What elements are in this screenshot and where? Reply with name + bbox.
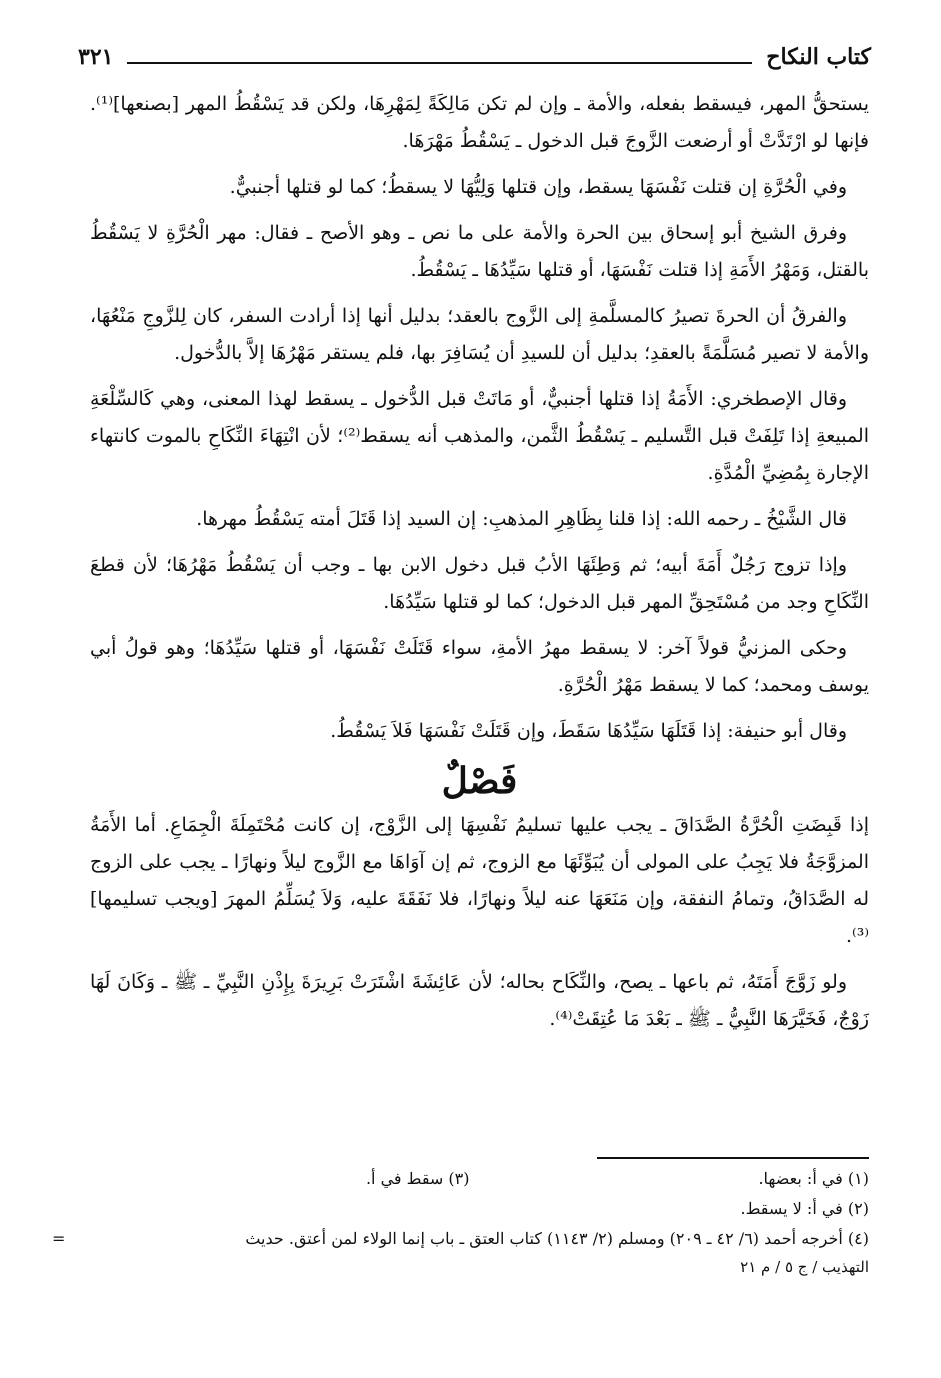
paragraph: وفرق الشيخ أبو إسحاق بين الحرة والأمة على ما نص ـ وهو الأصح ـ فقال: مهر الْحُرَّةِ لا يَسْقُطُ بالقتل، وَمَهْرُ الأَمَةِ إذا قتلت نَفْسَهَا، أو قتلها سَيِّدُهَا ـ يَسْقُطُ. (90, 222, 869, 281)
footnotes (52, 1164, 869, 1280)
page-number: ٣٢١ (78, 44, 114, 70)
footnote-row (70, 1164, 869, 1194)
footnote-1: (١) في أ: بعضها. (758, 1169, 869, 1188)
footnote-4-line (52, 1224, 869, 1254)
footnote-3: (٣) سقط في أ. (365, 1169, 470, 1188)
footnote-separator (597, 1157, 869, 1159)
paragraph: وقال أبو حنيفة: إذا قَتَلَهَا سَيِّدُهَا سَقَطَ، وإن قَتَلَتْ نَفْسَهَا فَلاَ يَسْقُطُ. (330, 720, 847, 742)
section-title: فَصْلٌ (441, 760, 518, 802)
paragraph: يستحقُّ المهر، فيسقط بفعله، والأمة ـ وإن لم تكن مَالِكَةً لِمَهْرِهَا، ولكن قد يَسْقُطُ المهر [بصنعها]⁽¹⁾. فإنها لو ارْتَدَّتْ أو أرضعت الزَّوجَ قبل الدخول ـ يَسْقُطُ مَهْرَهَا. (90, 93, 869, 152)
footnote-2: (٢) في أ: لا يسقط. (740, 1199, 869, 1218)
paragraph: وقال الإصطخري: الأَمَةُ إذا قتلها أجنبيٌّ، أو مَاتَتْ قبل الدُّخول ـ يسقط لهذا المعنى، وهي كَالسِّلْعَةِ المبيعةِ إذا تَلِفَتْ قبل التَّسليم ـ يَسْقُطُ الثَّمن، والمذهب أنه يسقط⁽²⁾؛ لأن انْتِهَاءَ النِّكَاحِ بالموت كانتهاء الإجارة بِمُضِيِّ الْمُدَّةِ. (90, 388, 869, 484)
paragraph: إذا قَبِضَتِ الْحُرَّةُ الصَّدَاقَ ـ يجب عليها تسليمُ نَفْسِهَا إلى الزَّوْج، إن كانت مُحْتَمِلَةَ الْجِمَاعِ. أما الأَمَةُ المزوَّجَةُ فلا يَجِبُ على المولى أن يُبَوِّئَهَا مع الزوج، ثم إن آوَاهَا مع الزَّوج ليلاً ونهارًا ـ يجب على الزوج له الصَّدَاقُ، وتمامُ النفقة، وإن مَنَعَهَا عنه ليلاً ونهارًا، فلا نَفَقَةَ عليه، وَلاَ يُسَلِّمُ المهرَ [ويجب تسليمها]⁽³⁾. (90, 814, 869, 947)
main-text (90, 86, 869, 1047)
paragraph: والفرقُ أن الحرةَ تصيرُ كالمسلَّمةِ إلى الزَّوج بالعقد؛ بدليل أنها إذا أرادت السفر، كان لِلزَّوجِ مَنْعُهَا، والأمة لا تصير مُسَلَّمَةً بالعقدِ؛ بدليل أن للسيدِ أن يُسَافِرَ بها، فلم يستقر مَهْرُهَا إلاَّ بالدُّخول. (90, 305, 869, 364)
paragraph: قال الشَّيْخُ ـ رحمه الله: إذا قلنا بِظَاهِرِ المذهبِ: إن السيد إذا قَتَلَ أمته يَسْقُطُ مهرها. (196, 508, 847, 530)
continuation-mark: = (52, 1229, 66, 1248)
page-header (78, 40, 871, 74)
paragraph: وإذا تزوج رَجُلٌ أَمَةَ أبيه؛ ثم وَطِئَهَا الأبُ قبل دخول الابن بها ـ وجب أن يَسْقُطُ مَهْرُهَا؛ لأن قطعَ النِّكَاحِ وجد من مُسْتَحِقِّ المهر قبل الدخول؛ كما لو قتلها سَيِّدُهَا. (90, 554, 869, 613)
paragraph: ولو زَوَّجَ أَمَتَهُ، ثم باعها ـ يصح، والنِّكَاح بحاله؛ لأن عَائِشَةَ اشْتَرَتْ بَرِيرَةَ بِإِذْنِ النَّبِيِّ ـ ﷺ ـ وَكَانَ لَهَا زَوْجٌ، فَخَيَّرَهَا النَّبِيُّ ـ ﷺ ـ بَعْدَ مَا عُتِقَتْ⁽⁴⁾. (90, 971, 869, 1030)
running-footer: التهذيب / ج ٥ / م ٢١ (740, 1258, 869, 1276)
header-rule (127, 62, 752, 64)
chapter-title: كتاب النكاح (766, 44, 871, 70)
paragraph: وحكى المزنيُّ قولاً آخر: لا يسقط مهرُ الأمةِ، سواء قَتَلَتْ نَفْسَهَا، أو قتلها سَيِّدُهَا؛ وهو قولُ أبي يوسف ومحمد؛ كما لا يسقط مَهْرُ الْحُرَّةِ. (90, 637, 869, 696)
footnote-row (70, 1194, 869, 1224)
footnote-4: (٤) أخرجه أحمد (٦/ ٤٢ ـ ٢٠٩) ومسلم (٢/ ١١٤٣) كتاب العتق ـ باب إنما الولاء لمن أعتق. حديث (245, 1229, 869, 1248)
paragraph: وفي الْحُرَّةِ إن قتلت نَفْسَهَا يسقط، وإن قتلها وَلِيُّهَا لا يسقطُ؛ كما لو قتلها أجنبيٌّ. (229, 176, 847, 198)
